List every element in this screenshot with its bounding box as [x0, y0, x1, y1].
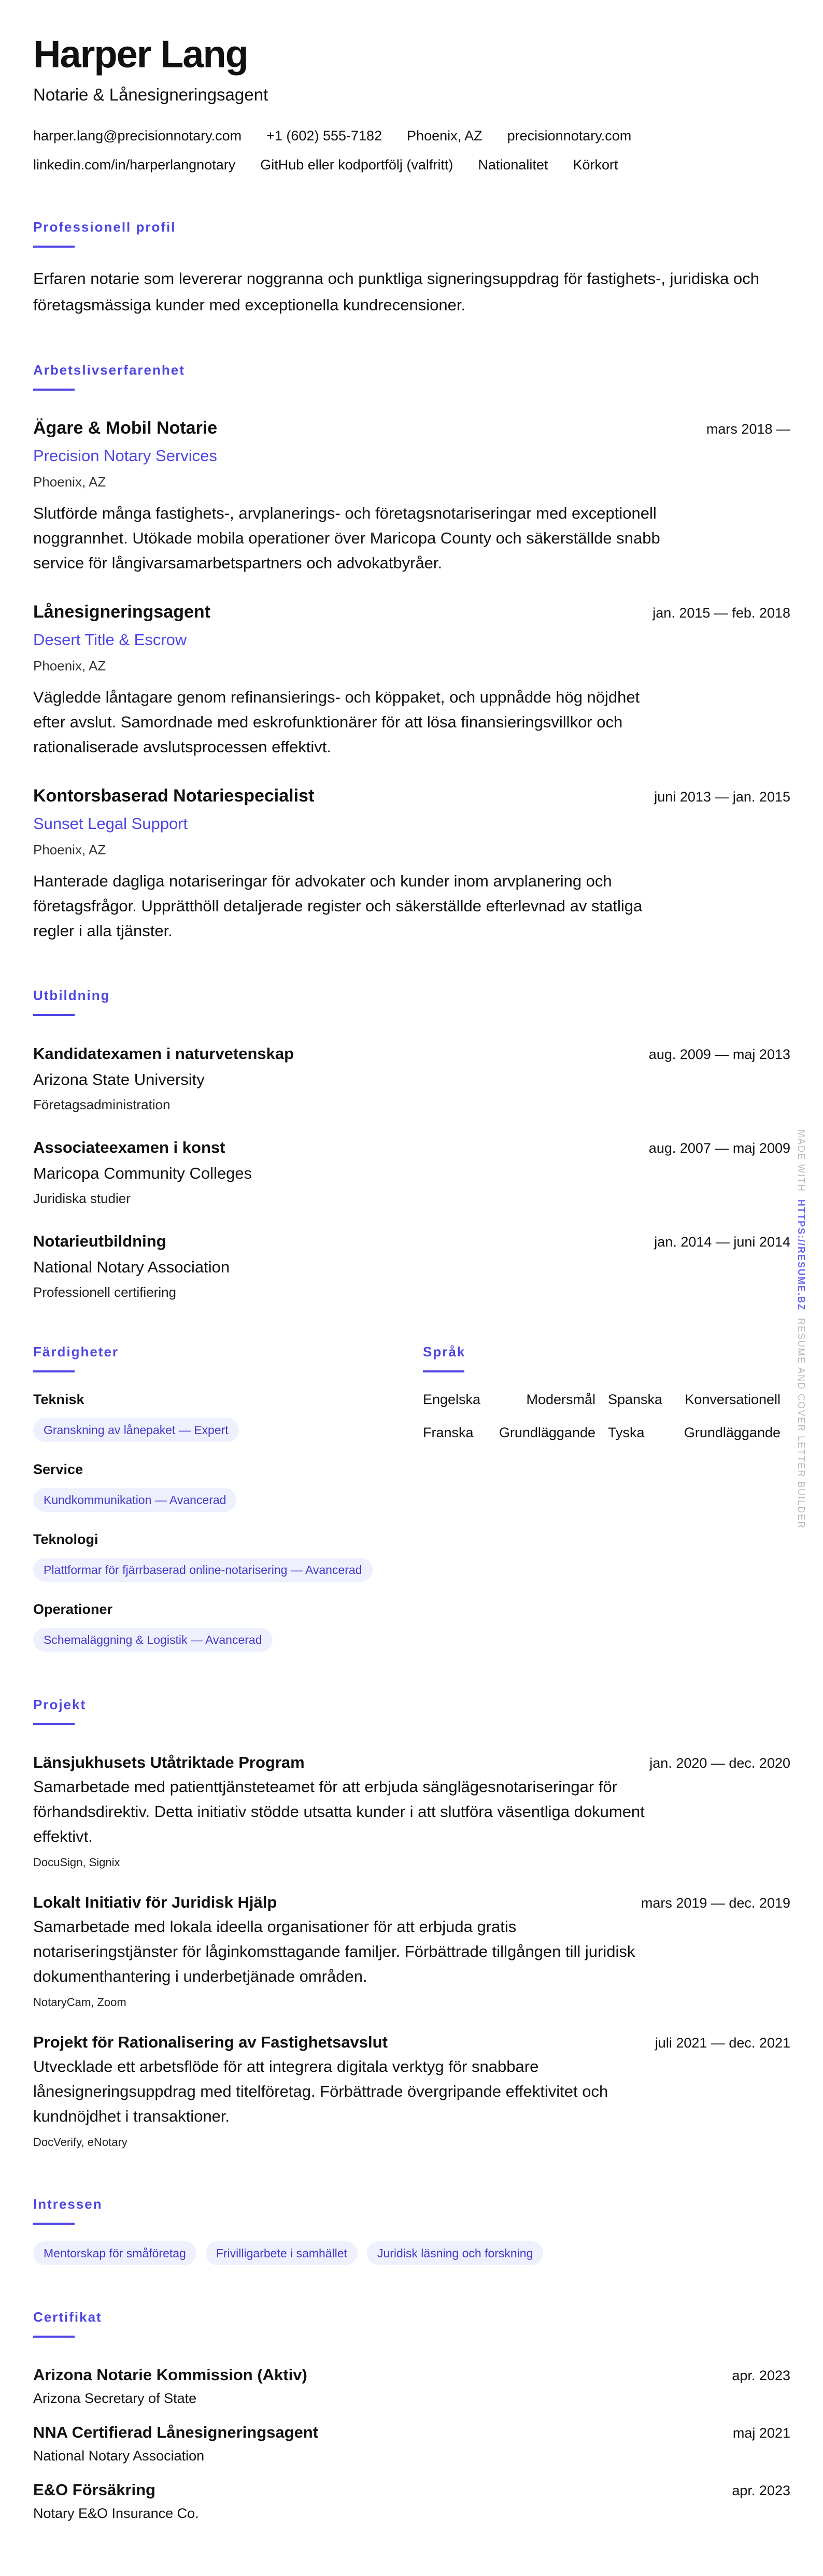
language-level: Modersmål	[526, 1392, 595, 1407]
contact-location: Phoenix, AZ	[407, 128, 483, 144]
project-title: Projekt för Rationalisering av Fastighetsavslut	[33, 2033, 388, 2051]
section-underline	[33, 389, 75, 391]
job-location: Phoenix, AZ	[33, 474, 106, 490]
certificate-title: NNA Certifierad Lånesigneringsagent	[33, 2423, 319, 2441]
certificate-issuer: National Notary Association	[33, 2448, 205, 2464]
language-name: Franska	[423, 1425, 474, 1440]
job-title: Kontorsbaserad Notariespecialist	[33, 786, 315, 806]
interest-chip: Mentorskap för småföretag	[33, 2241, 196, 2265]
project-title: Lokalt Initiativ för Juridisk Hjälp	[33, 1893, 277, 1911]
section-underline	[33, 2336, 75, 2338]
language-level: Konversationell	[685, 1392, 781, 1407]
interest-chip: Juridisk läsning och forskning	[367, 2241, 543, 2265]
project-date: mars 2019 — dec. 2019	[641, 1895, 790, 1911]
resume-page	[33, 34, 790, 2523]
contact-website[interactable]: precisionnotary.com	[507, 128, 632, 144]
section-heading-languages: Språk	[423, 1344, 466, 1359]
section-underline	[33, 246, 75, 248]
project-tech: NotaryCam, Zoom	[33, 1996, 126, 2009]
project-tech: DocuSign, Signix	[33, 1856, 120, 1869]
education-item	[33, 1231, 790, 1301]
made-with-banner	[796, 1129, 806, 1529]
contact-license: Körkort	[573, 157, 618, 173]
certificate-issuer: Arizona Secretary of State	[33, 2391, 197, 2406]
skill-chip: Plattformar för fjärrbaserad online-notarisering — Avancerad	[33, 1558, 373, 1582]
degree: Associateexamen i konst	[33, 1138, 225, 1156]
contact-github[interactable]: GitHub eller kodportfölj (valfritt)	[260, 157, 453, 173]
contact-phone[interactable]: +1 (602) 555-7182	[266, 128, 382, 144]
contact-email[interactable]: harper.lang@precisionnotary.com	[33, 128, 242, 144]
language-name: Spanska	[608, 1392, 663, 1407]
education-date: aug. 2007 — maj 2009	[648, 1140, 790, 1156]
language-item	[423, 1423, 595, 1442]
section-underline	[33, 2223, 75, 2225]
project-description: Utvecklade ett arbetsflöde för att integrera digitala verktyg för snabbare lånesigneringsuppdrag med titelföretag. Förbättrade övergripande effektivitet och kundnöjdhet i transaktioner.	[33, 2057, 608, 2125]
skill-chip: Schemaläggning & Logistik — Avancerad	[33, 1628, 273, 1652]
project-title: Länsjukhusets Utåtriktade Program	[33, 1753, 305, 1771]
contact-nationality: Nationalitet	[478, 157, 548, 173]
project-description: Samarbetade med lokala ideella organisationer för att erbjuda gratis notariseringstjänster för låginkomsttagande familjer. Förbättrade tillgången till juridisk dokumenthantering i underbetjänade områden.	[33, 1917, 635, 1985]
skill-chip: Kundkommunikation — Avancerad	[33, 1488, 236, 1512]
certificate-item	[33, 2480, 790, 2523]
skill-group-label: Operationer	[33, 1601, 113, 1617]
school: Arizona State University	[33, 1070, 205, 1089]
education-date: aug. 2009 — maj 2013	[648, 1047, 790, 1062]
job-company: Precision Notary Services	[33, 447, 217, 465]
language-item	[608, 1423, 781, 1442]
degree: Kandidatexamen i naturvetenskap	[33, 1044, 294, 1063]
skill-group-label: Teknisk	[33, 1392, 84, 1407]
school: National Notary Association	[33, 1258, 230, 1276]
language-list	[423, 1390, 781, 1442]
experience-item	[33, 417, 790, 576]
job-description: Vägledde låntagare genom refinansierings- och köppaket, och uppnådde hög nöjdhet efter avslut. Samordnade med eskrofunktionärer för att lösa finansieringsvillkor och rationaliserade avslutsprocessen effektivt.	[33, 688, 640, 756]
job-company: Desert Title & Escrow	[33, 631, 187, 649]
section-heading-education: Utbildning	[33, 988, 110, 1003]
job-title: Ägare & Mobil Notarie	[33, 418, 218, 438]
school: Maricopa Community Colleges	[33, 1164, 252, 1182]
section-underline	[423, 1370, 464, 1372]
job-date: mars 2018 —	[706, 421, 790, 437]
section-underline	[33, 1370, 75, 1372]
banner-prefix: MADE WITH	[796, 1129, 806, 1192]
skill-group-label: Teknologi	[33, 1532, 98, 1547]
education-item	[33, 1137, 790, 1207]
interest-list	[33, 2232, 790, 2265]
banner-suffix: RESUME AND COVER LETTER BUILDER	[796, 1318, 806, 1529]
interest-chip: Frivilligarbete i samhället	[206, 2241, 358, 2265]
job-date: juni 2013 — jan. 2015	[654, 789, 790, 805]
project-item	[33, 2032, 790, 2150]
language-name: Tyska	[608, 1425, 645, 1440]
candidate-name: Harper Lang	[33, 33, 248, 76]
job-title: Lånesigneringsagent	[33, 602, 210, 622]
job-company: Sunset Legal Support	[33, 814, 188, 833]
section-heading-experience: Arbetslivserfarenhet	[33, 362, 185, 378]
certificate-issuer: Notary E&O Insurance Co.	[33, 2506, 199, 2521]
job-date: jan. 2015 — feb. 2018	[652, 605, 790, 621]
section-heading-interests: Intressen	[33, 2196, 103, 2212]
section-underline	[33, 1014, 75, 1016]
section-heading-projects: Projekt	[33, 1697, 87, 1712]
profile-summary: Erfaren notarie som levererar noggranna och punktliga signeringsuppdrag för fastighets-, juridiska och företagsmässiga kunder med exceptionella kundrecensioner.	[33, 269, 759, 314]
certificate-item	[33, 2365, 790, 2408]
contact-list	[33, 125, 707, 175]
job-location: Phoenix, AZ	[33, 842, 106, 857]
language-level: Grundläggande	[684, 1425, 781, 1440]
field-of-study: Juridiska studier	[33, 1191, 131, 1206]
project-description: Samarbetade med patienttjänsteteamet för att erbjuda sänglägesnotariseringar för förhandsdirektiv. Detta initiativ stödde utsatta kunder i att slutföra väsentliga dokument effektivt.	[33, 1778, 645, 1845]
candidate-title: Notarie & Lånesigneringsagent	[33, 85, 268, 104]
job-location: Phoenix, AZ	[33, 658, 106, 674]
experience-item	[33, 600, 790, 760]
certificate-date: maj 2021	[732, 2425, 790, 2441]
skill-chip: Granskning av lånepaket — Expert	[33, 1418, 239, 1442]
contact-linkedin[interactable]: linkedin.com/in/harperlangnotary	[33, 157, 236, 173]
field-of-study: Företagsadministration	[33, 1097, 171, 1112]
project-date: juli 2021 — dec. 2021	[655, 2035, 790, 2051]
field-of-study: Professionell certifiering	[33, 1284, 177, 1300]
job-description: Slutförde många fastighets-, arvplanerings- och företagsnotariseringar med exceptionell noggrannhet. Utökade mobila operationer över Maricopa County och säkerställde snabb service för långivarsamarbetspartners och advokatbyråer.	[33, 504, 660, 572]
certificate-item	[33, 2422, 790, 2465]
languages-section	[423, 1301, 781, 1652]
education-date: jan. 2014 — juni 2014	[654, 1234, 790, 1250]
banner-link[interactable]: HTTPS://RESUME.BZ	[796, 1199, 806, 1311]
education-item	[33, 1043, 790, 1113]
certificate-date: apr. 2023	[732, 2368, 790, 2383]
section-heading-skills: Färdigheter	[33, 1344, 119, 1359]
experience-item	[33, 784, 790, 943]
project-item	[33, 1892, 790, 2010]
skills-languages-columns	[33, 1301, 790, 1652]
language-level: Grundläggande	[499, 1425, 595, 1440]
project-date: jan. 2020 — dec. 2020	[649, 1755, 790, 1771]
language-item	[423, 1390, 595, 1409]
certificate-title: Arizona Notarie Kommission (Aktiv)	[33, 2366, 307, 2384]
job-description: Hanterade dagliga notariseringar för advokater och kunder inom arvplanering och företagsfrågor. Upprätthöll detaljerade register och säkerställde efterlevnad av statliga regler i alla tjänster.	[33, 872, 643, 940]
certificate-title: E&O Försäkring	[33, 2481, 155, 2499]
section-heading-certificates: Certifikat	[33, 2309, 102, 2325]
section-underline	[33, 1723, 75, 1725]
language-item	[608, 1390, 781, 1409]
skill-group-label: Service	[33, 1462, 83, 1477]
section-heading-profile: Professionell profil	[33, 219, 176, 235]
project-tech: DocVerify, eNotary	[33, 2136, 127, 2149]
experience-list	[33, 417, 790, 943]
project-item	[33, 1752, 790, 1870]
language-name: Engelska	[423, 1392, 481, 1407]
certificate-date: apr. 2023	[732, 2483, 790, 2498]
degree: Notarieutbildning	[33, 1232, 166, 1250]
skills-section	[33, 1301, 394, 1652]
